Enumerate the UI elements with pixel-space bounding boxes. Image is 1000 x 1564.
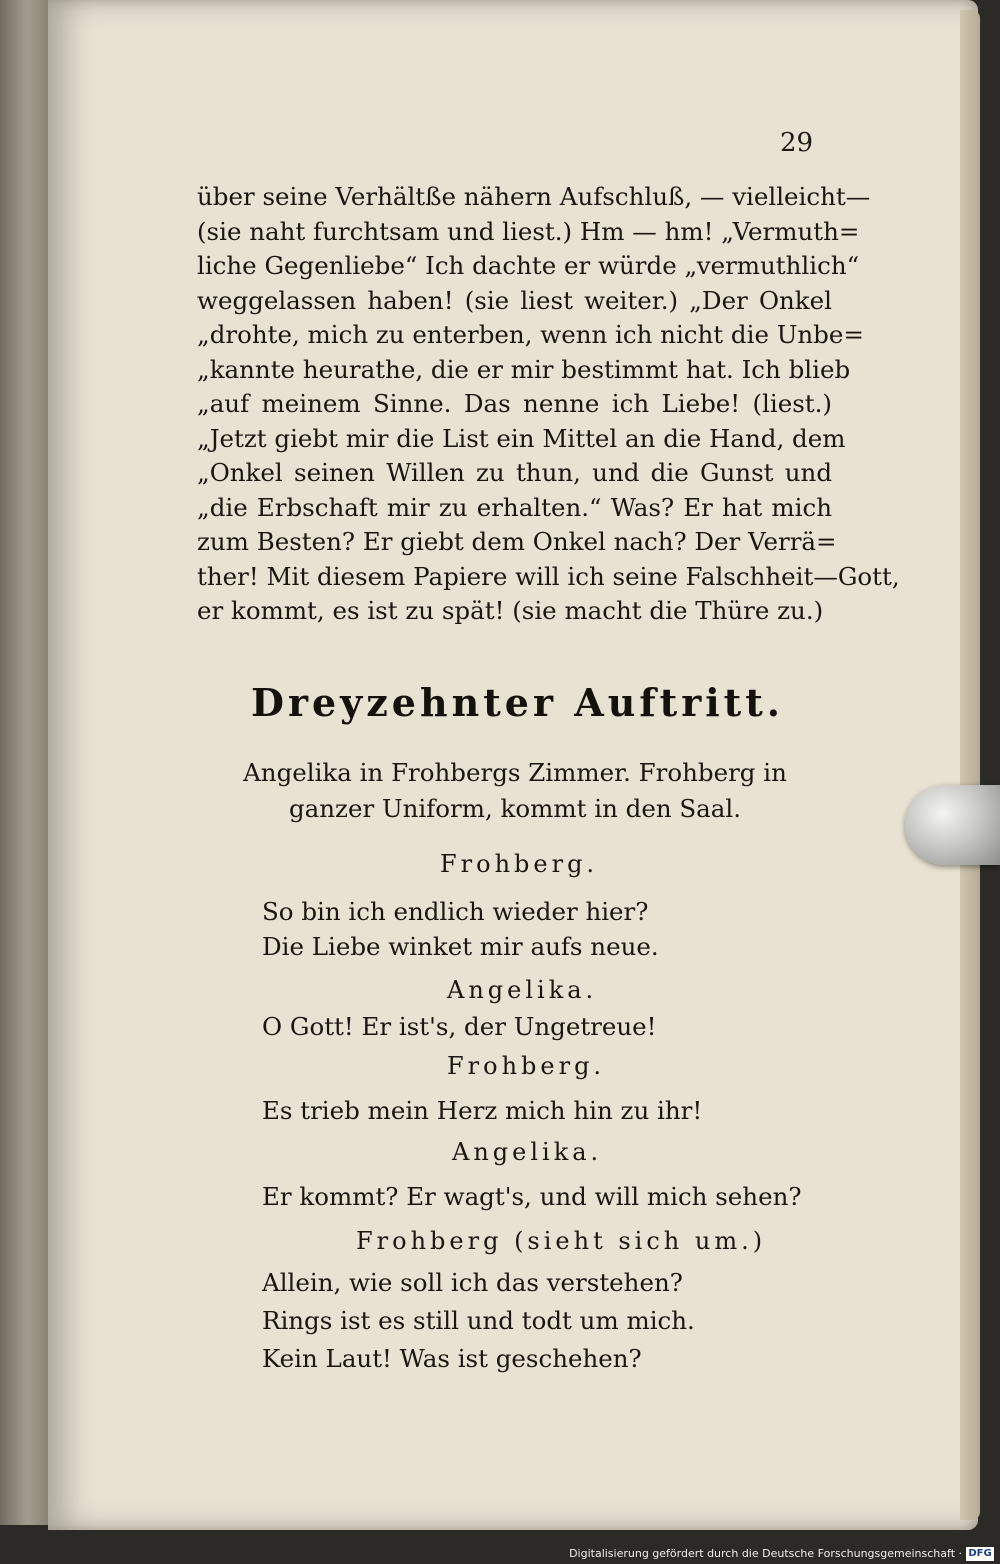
stage-direction-line: ganzer Uniform, kommt in den Saal.	[288, 794, 742, 823]
speaker-name: Frohberg.	[447, 1052, 606, 1080]
body-line: „Jetzt giebt mir die List ein Mittel an die Hand, dem	[197, 423, 846, 453]
speaker-name: Frohberg (sieht sich um.)	[356, 1227, 767, 1255]
page-number: 29	[780, 128, 814, 158]
speaker-name: Angelika.	[452, 1138, 603, 1166]
body-line: weggelassen haben! (sie liest weiter.) „Der Onkel	[197, 285, 832, 315]
speaker-name: Frohberg.	[440, 850, 599, 878]
body-line: ther! Mit diesem Papiere will ich seine Falschheit—Gott,	[197, 561, 900, 591]
speaker-name: Angelika.	[447, 976, 598, 1004]
scene-heading: Dreyzehnter Auftritt.	[250, 680, 785, 725]
verse-line: O Gott! Er ist's, der Ungetreue!	[262, 1012, 657, 1041]
page-clip	[905, 785, 1000, 865]
body-line: „drohte, mich zu enterben, wenn ich nicht die Unbe=	[197, 320, 864, 349]
body-line: (sie naht furchtsam und liest.) Hm — hm! „Vermuth=	[197, 216, 860, 246]
body-line: er kommt, es ist zu spät! (sie macht die Thüre zu.)	[197, 596, 824, 625]
funding-credit: Digitalisierung gefördert durch die Deutsche Forschungsgemeinschaft ·	[569, 1547, 962, 1560]
body-line: „kannte heurathe, die er mir bestimmt hat. Ich blieb	[197, 354, 851, 384]
body-line: „auf meinem Sinne. Das nenne ich Liebe! (liest.)	[197, 389, 832, 418]
page-edge	[960, 10, 980, 1520]
dfg-logo: DFG	[966, 1547, 994, 1561]
stage-direction	[200, 755, 830, 827]
body-line: „Onkel seinen Willen zu thun, und die Gunst und	[197, 458, 832, 487]
verse-line: Kein Laut! Was ist geschehen?	[262, 1344, 642, 1373]
verse-line: Die Liebe winket mir aufs neue.	[262, 932, 659, 961]
verse-line: So bin ich endlich wieder hier?	[262, 897, 649, 926]
stage-direction-line: Angelika in Frohbergs Zimmer. Frohberg in	[243, 758, 787, 787]
body-line: „die Erbschaft mir zu erhalten.“ Was? Er hat mich	[197, 492, 832, 522]
body-line: zum Besten? Er giebt dem Onkel nach? Der Verrä=	[197, 527, 837, 556]
body-line: über seine Verhältße nähern Aufschluß, — vielleicht—	[197, 182, 871, 211]
footer-bar	[0, 1545, 1000, 1564]
verse-line: Er kommt? Er wagt's, und will mich sehen?	[262, 1182, 802, 1211]
body-text	[197, 180, 900, 629]
body-line: liche Gegenliebe“ Ich dachte er würde „vermuthlich“	[197, 251, 860, 280]
verse-line: Es trieb mein Herz mich hin zu ihr!	[262, 1096, 703, 1125]
verse-line: Allein, wie soll ich das verstehen?	[262, 1268, 683, 1297]
verse-line: Rings ist es still und todt um mich.	[262, 1306, 695, 1335]
